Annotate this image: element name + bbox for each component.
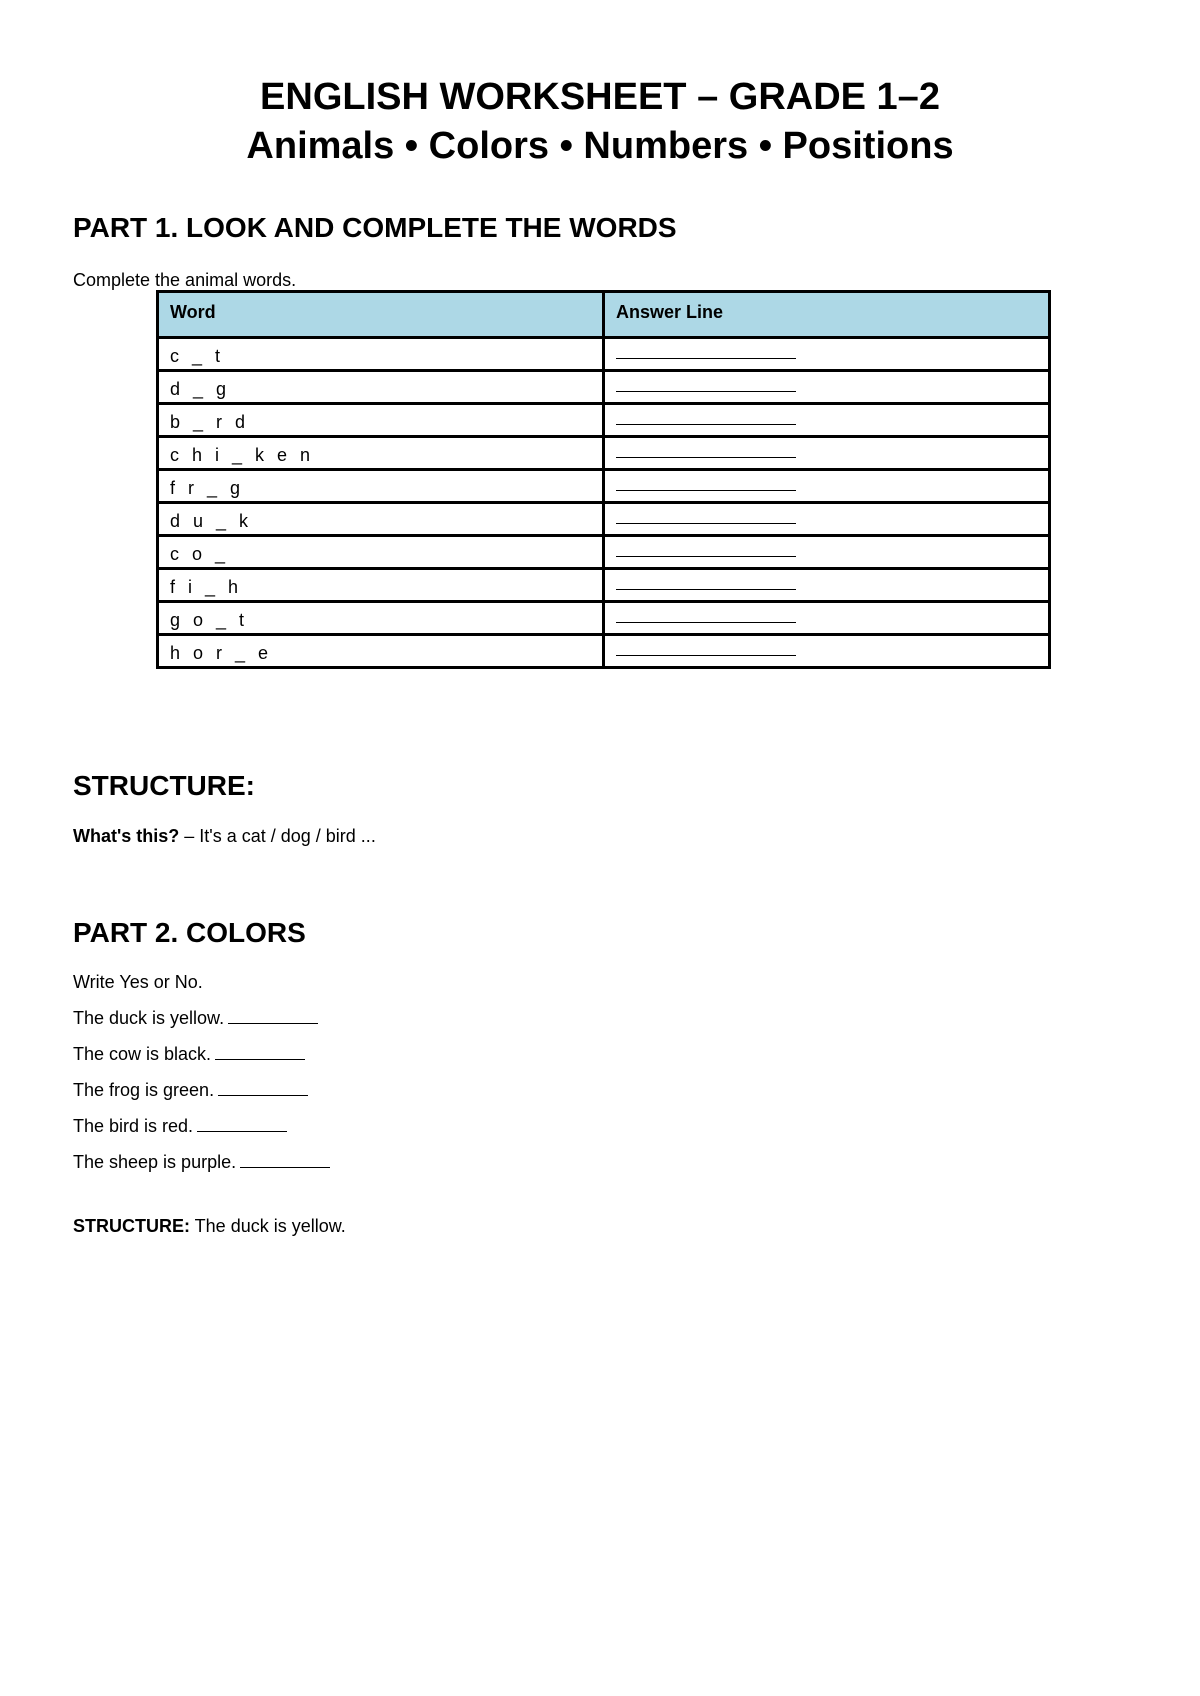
worksheet-title: ENGLISH WORKSHEET – GRADE 1–2: [260, 76, 940, 118]
part2-instruction: Write Yes or No.: [73, 972, 203, 992]
part2-structure-text: The duck is yellow.: [190, 1216, 346, 1236]
table-row: [158, 470, 1050, 503]
column-header-word: Word: [158, 292, 604, 338]
answer-blank-line[interactable]: [616, 456, 796, 458]
word-cell: d u _ k: [158, 503, 604, 536]
color-question-text: The frog is green.: [73, 1080, 215, 1100]
color-question: [73, 1116, 287, 1137]
answer-cell[interactable]: [604, 503, 1050, 536]
table-row: [158, 536, 1050, 569]
color-question-text: The duck is yellow.: [73, 1008, 225, 1028]
word-cell: f i _ h: [158, 569, 604, 602]
part2-heading: PART 2. COLORS: [73, 917, 306, 948]
table-row: [158, 635, 1050, 668]
color-question: [73, 1008, 318, 1029]
answer-blank-line[interactable]: [616, 555, 796, 557]
table-row: [158, 602, 1050, 635]
color-question: [73, 1044, 305, 1065]
color-question-text: The bird is red.: [73, 1116, 194, 1136]
answer-cell[interactable]: [604, 602, 1050, 635]
table-body: [158, 338, 1050, 668]
answer-blank-line[interactable]: [616, 357, 796, 359]
answer-blank-line[interactable]: [616, 423, 796, 425]
structure-example: [73, 826, 376, 847]
answer-cell[interactable]: [604, 338, 1050, 371]
part2-structure: [73, 1216, 346, 1237]
table-row: [158, 404, 1050, 437]
answer-blank-line[interactable]: [215, 1058, 305, 1060]
part1-instruction: Complete the animal words.: [73, 270, 297, 290]
structure-heading: STRUCTURE:: [73, 770, 255, 801]
part2-structure-label: STRUCTURE:: [73, 1216, 190, 1236]
answer-blank-line[interactable]: [616, 489, 796, 491]
answer-cell[interactable]: [604, 371, 1050, 404]
answer-cell[interactable]: [604, 536, 1050, 569]
table-header-row: [158, 292, 1050, 338]
part1-heading: PART 1. LOOK AND COMPLETE THE WORDS: [73, 212, 677, 243]
word-cell: f r _ g: [158, 470, 604, 503]
answer-blank-line[interactable]: [197, 1130, 287, 1132]
answer-blank-line[interactable]: [616, 621, 796, 623]
table-row: [158, 569, 1050, 602]
table-row: [158, 371, 1050, 404]
table-row: [158, 437, 1050, 470]
column-header-answer: Answer Line: [604, 292, 1050, 338]
word-cell: g o _ t: [158, 602, 604, 635]
answer-cell[interactable]: [604, 569, 1050, 602]
color-question-text: The sheep is purple.: [73, 1152, 237, 1172]
answer-blank-line[interactable]: [240, 1166, 330, 1168]
word-cell: d _ g: [158, 371, 604, 404]
answer-blank-line[interactable]: [616, 390, 796, 392]
word-cell: c h i _ k e n: [158, 437, 604, 470]
word-completion-table: [156, 290, 1051, 669]
color-question: [73, 1152, 330, 1173]
table-row: [158, 503, 1050, 536]
worksheet-subtitle: Animals • Colors • Numbers • Positions: [246, 125, 954, 167]
answer-blank-line[interactable]: [218, 1094, 308, 1096]
answer-blank-line[interactable]: [228, 1022, 318, 1024]
answer-blank-line[interactable]: [616, 654, 796, 656]
color-question-text: The cow is black.: [73, 1044, 212, 1064]
answer-cell[interactable]: [604, 437, 1050, 470]
answer-blank-line[interactable]: [616, 522, 796, 524]
table-row: [158, 338, 1050, 371]
color-question: [73, 1080, 308, 1101]
structure-example-answer: – It's a cat / dog / bird ...: [179, 826, 376, 846]
word-cell: h o r _ e: [158, 635, 604, 668]
answer-cell[interactable]: [604, 635, 1050, 668]
word-cell: b _ r d: [158, 404, 604, 437]
word-cell: c _ t: [158, 338, 604, 371]
answer-blank-line[interactable]: [616, 588, 796, 590]
answer-cell[interactable]: [604, 470, 1050, 503]
structure-example-question: What's this?: [73, 826, 180, 846]
word-cell: c o _: [158, 536, 604, 569]
answer-cell[interactable]: [604, 404, 1050, 437]
